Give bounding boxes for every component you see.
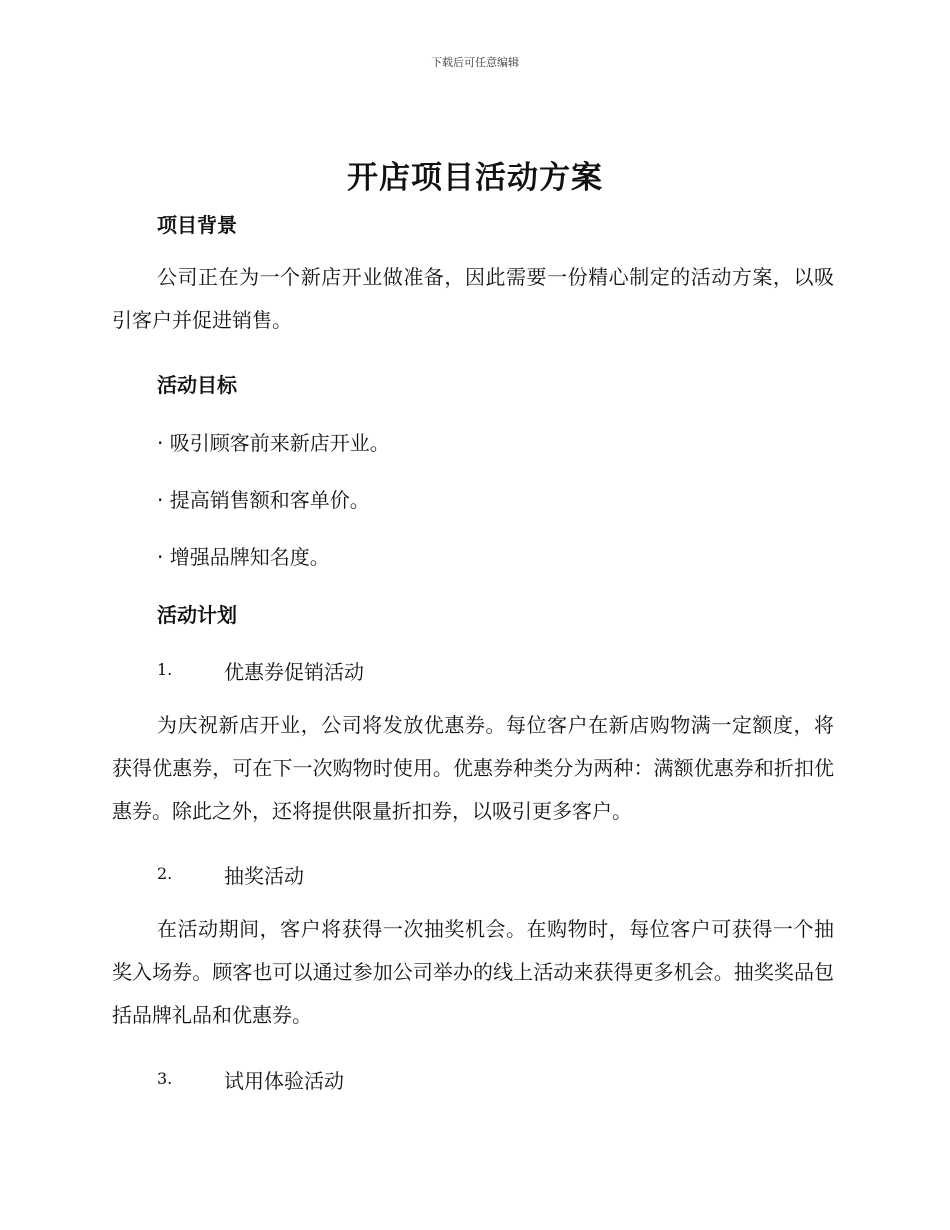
- plan-item-paragraph: 在活动期间，客户将获得一次抽奖机会。在购物时，每位客户可获得一个抽奖入场券。顾客也可以通过参加公司举办的线上活动来获得更多机会。抽奖奖品包括品牌礼品和优惠券。: [112, 917, 834, 1027]
- header-note: 下载后可任意编辑: [431, 56, 519, 69]
- section-heading-goals: 活动目标: [157, 373, 237, 397]
- plan-item-title: 优惠券促销活动: [224, 660, 364, 684]
- document-title: 开店项目活动方案: [347, 160, 603, 196]
- plan-item-title: 抽奖活动: [224, 864, 304, 888]
- plan-item-paragraph: 为庆祝新店开业，公司将发放优惠券。每位客户在新店购物满一定额度，将获得优惠券，可在下一次购物时使用。优惠券种类分为两种：满额优惠券和折扣优惠券。除此之外，还将提供限量折扣券，以吸引更多客户。: [112, 713, 834, 823]
- goal-item: · 增强品牌知名度。: [157, 545, 330, 569]
- plan-item-number: 2.: [157, 864, 173, 883]
- plan-item-title: 试用体验活动: [224, 1069, 344, 1093]
- plan-item-number: 1.: [157, 660, 173, 679]
- plan-item-number: 3.: [157, 1069, 173, 1088]
- section-heading-background: 项目背景: [157, 213, 237, 237]
- goal-item: · 提高销售额和客单价。: [157, 488, 370, 512]
- background-paragraph: 公司正在为一个新店开业做准备，因此需要一份精心制定的活动方案，以吸引客户并促进销售。: [112, 265, 834, 332]
- section-heading-plan: 活动计划: [157, 603, 237, 627]
- goal-item: · 吸引顾客前来新店开业。: [157, 431, 390, 455]
